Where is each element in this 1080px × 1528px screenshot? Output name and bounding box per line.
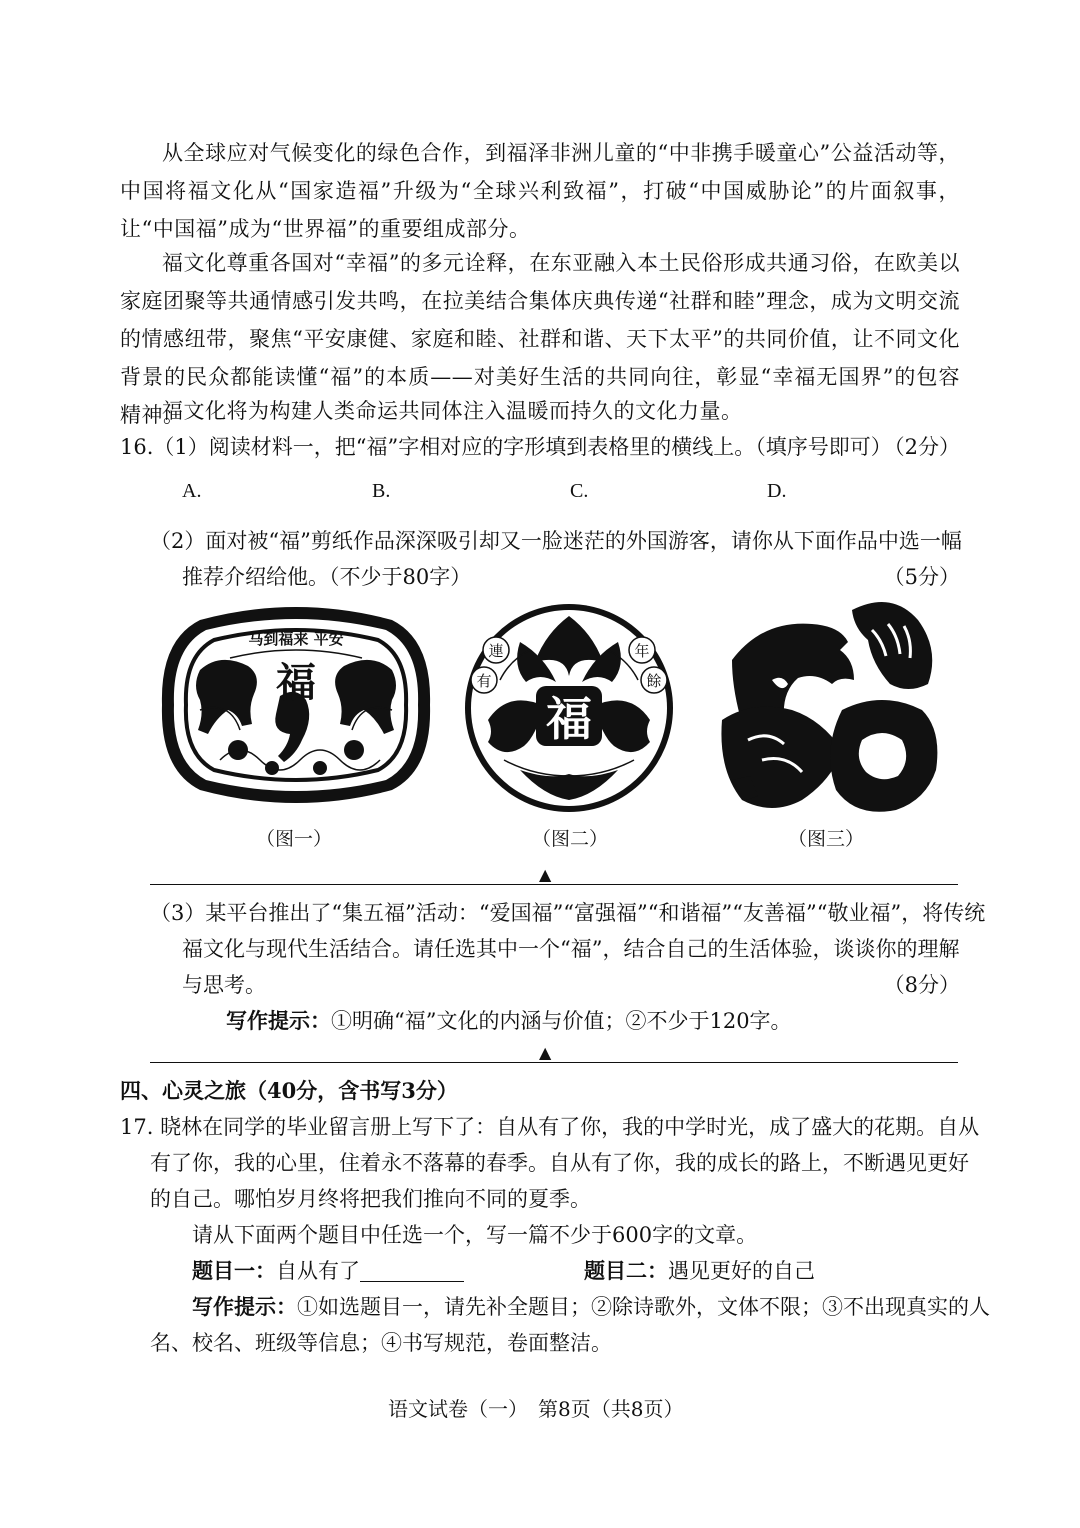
fig1-text: 马到福来 平安 bbox=[248, 630, 344, 648]
answer-mark-2: ▲ bbox=[539, 1043, 552, 1062]
topic-2-label: 题目二： bbox=[584, 1258, 668, 1283]
q16-part3-score: （8分） bbox=[883, 973, 960, 997]
option-a: A. bbox=[182, 480, 202, 502]
caption-figure-3: （图三） bbox=[788, 828, 865, 850]
answer-mark-1: ▲ bbox=[539, 865, 552, 884]
papercut-oval-image bbox=[160, 600, 432, 810]
q16-part3-line2: 福文化与现代生活结合。请任选其中一个“福”，结合自己的生活体验，谈谈你的理解 bbox=[182, 937, 960, 961]
q16-hint bbox=[226, 1002, 792, 1040]
papercut-figure-1 bbox=[160, 600, 432, 810]
q17-line1: 17. 晓林在同学的毕业留言册上写下了：自从有了你，我的中学时光，成了盛大的花期。自从 bbox=[120, 1115, 980, 1139]
page-footer: 语文试卷（一） 第8页（共8页） bbox=[388, 1397, 684, 1421]
papercut-circle-image bbox=[460, 600, 678, 814]
caption-figure-1: （图一） bbox=[256, 828, 333, 850]
topic-1-text: 自从有了 bbox=[276, 1259, 360, 1283]
q16-part2-score: （5分） bbox=[883, 565, 960, 589]
papercut-horse-image bbox=[712, 600, 944, 826]
papercut-figure-2 bbox=[460, 600, 678, 814]
fig2-char: 福 bbox=[546, 692, 592, 746]
fig2-char-3: 年 bbox=[634, 642, 650, 660]
q16-hint-text: ①明确“福”文化的内涵与价值；②不少于120字。 bbox=[331, 1009, 792, 1033]
material-paragraph-1: 从全球应对气候变化的绿色合作，到福泽非洲儿童的“中非携手暖童心”公益活动等，中国将福文化从“国家造福”升级为“全球兴利致福”，打破“中国威胁论”的片面叙事，让“中国福”成为“世界福”的重要组成部分。 bbox=[120, 141, 960, 241]
topic-1 bbox=[192, 1252, 464, 1290]
q16-part2-line1: （2）面对被“福”剪纸作品深深吸引却又一脸迷茫的外国游客，请你从下面作品中选一幅 bbox=[150, 529, 962, 553]
fig2-char-2: 有 bbox=[476, 672, 492, 690]
topic-2 bbox=[584, 1252, 815, 1290]
q16-part2-line2: 推荐介绍给他。（不少于80字） bbox=[182, 565, 472, 589]
answer-line-1 bbox=[150, 884, 958, 885]
topic-1-blank bbox=[360, 1257, 464, 1282]
fig2-char-4: 餘 bbox=[646, 672, 662, 690]
fig2-char-1: 連 bbox=[488, 642, 504, 660]
material-paragraph-2: 福文化尊重各国对“幸福”的多元诠释，在东亚融入本土民俗形成共通习俗，在欧美以家庭团聚等共通情感引发共鸣，在拉美结合集体庆典传递“社群和睦”理念，成为文明交流的情感纽带，聚焦“平安康健、家庭和睦、社群和谐、天下太平”的共同价值，让不同文化背景的民众都能读懂“福”的本质——对美好生活的共同向往，彰显“幸福无国界”的包容精神。 bbox=[120, 251, 960, 427]
q17-line3: 的自己。哪怕岁月终将把我们推向不同的夏季。 bbox=[150, 1187, 591, 1211]
q17-hint-line1 bbox=[192, 1288, 990, 1326]
topic-1-label: 题目一： bbox=[192, 1258, 276, 1283]
option-d: D. bbox=[767, 480, 787, 502]
option-c: C. bbox=[570, 480, 589, 502]
answer-line-2 bbox=[150, 1062, 958, 1063]
q16-part3-line1: （3）某平台推出了“集五福”活动：“爱国福”“富强福”“和谐福”“友善福”“敬业福”，将传统 bbox=[150, 901, 986, 925]
q16-hint-label: 写作提示： bbox=[226, 1008, 331, 1033]
material-paragraph-3: 福文化将为构建人类命运共同体注入温暖而持久的文化力量。 bbox=[162, 399, 743, 423]
q17-instruction: 请从下面两个题目中任选一个，写一篇不少于600字的文章。 bbox=[192, 1223, 758, 1247]
option-b: B. bbox=[372, 480, 391, 502]
q17-hint-label: 写作提示： bbox=[192, 1294, 297, 1319]
q17-hint-text-1: ①如选题目一，请先补全题目；②除诗歌外，文体不限；③不出现真实的人 bbox=[297, 1295, 990, 1319]
fig1-char: 福 bbox=[276, 659, 316, 706]
q17-hint-line2: 名、校名、班级等信息；④书写规范，卷面整洁。 bbox=[150, 1331, 612, 1355]
section-4-title: 四、心灵之旅（40分，含书写3分） bbox=[120, 1078, 458, 1103]
q17-line2: 有了你，我的心里，住着永不落幕的春季。自从有了你，我的成长的路上，不断遇见更好 bbox=[150, 1151, 969, 1175]
topic-2-text: 遇见更好的自己 bbox=[668, 1259, 815, 1283]
q16-part3-line3: 与思考。 bbox=[182, 973, 266, 997]
q16-part1-score: （2分） bbox=[883, 435, 960, 459]
q16-part1: 16.（1）阅读材料一，把“福”字相对应的字形填到表格里的横线上。（填序号即可） bbox=[120, 435, 892, 459]
caption-figure-2: （图二） bbox=[532, 828, 609, 850]
papercut-figure-3 bbox=[712, 600, 944, 826]
